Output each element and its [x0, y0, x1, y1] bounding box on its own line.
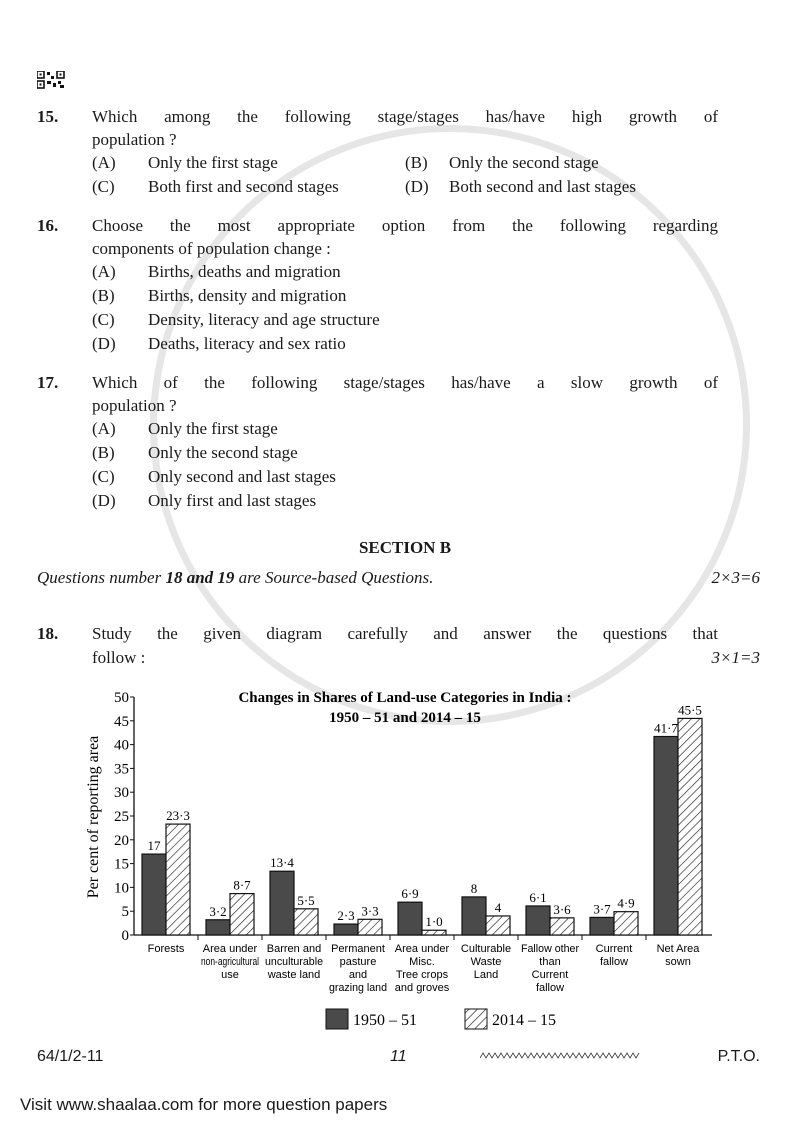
option-text: Births, density and migration — [148, 286, 347, 305]
legend-label-1950-51: 1950 – 51 — [353, 1012, 417, 1029]
bar-2014-15 — [550, 918, 574, 935]
bar-1950-51 — [270, 871, 294, 935]
option-letter: (B) — [92, 443, 115, 462]
category-label: use — [221, 969, 239, 981]
category-label: and — [348, 969, 368, 981]
question-number: 17. — [37, 373, 59, 392]
q18-number: 18. — [37, 624, 59, 643]
option-letter: (D) — [405, 177, 429, 196]
category-label: grazing land — [329, 982, 387, 994]
option-letter: (C) — [92, 310, 115, 329]
qr-code-icon — [37, 71, 65, 89]
option-text: Births, deaths and migration — [148, 262, 341, 281]
option-text: Deaths, literacy and sex ratio — [148, 334, 346, 353]
bar-value-label: 3·3 — [361, 903, 379, 919]
bar-1950-51 — [398, 902, 422, 935]
y-tick-label: 30 — [114, 785, 129, 802]
instruction-bold: 18 and 19 — [165, 568, 235, 587]
category-label: and groves — [394, 982, 450, 994]
category-label: Current — [595, 943, 633, 955]
option-letter: (B) — [405, 153, 428, 172]
y-tick-label: 15 — [114, 856, 129, 873]
q18-marks: 3×1=3 — [711, 648, 760, 667]
bar-value-label: 4 — [494, 899, 502, 915]
footer-code: 64/1/2-11 — [37, 1048, 104, 1065]
category-label: Barren and — [266, 943, 322, 955]
category-label: Area under — [202, 943, 258, 955]
question-text-line: Which among the following stage/stages has/have high growth of — [92, 107, 718, 126]
option-letter: (D) — [92, 334, 116, 353]
y-tick-label: 5 — [121, 904, 129, 921]
option-letter: (A) — [92, 419, 116, 438]
bar-2014-15 — [230, 894, 254, 935]
bar-2014-15 — [358, 919, 382, 935]
bar-2014-15 — [678, 718, 702, 935]
category-label: non-agricultural — [201, 956, 259, 968]
zigzag-line — [480, 1052, 640, 1060]
bar-2014-15 — [614, 912, 638, 935]
bar-1950-51 — [526, 906, 550, 935]
option-text: Only the second stage — [148, 443, 298, 462]
category-label: fallow — [599, 956, 629, 968]
instruction-post: are Source-based Questions. — [234, 568, 434, 587]
y-tick-label: 35 — [114, 761, 129, 778]
bar-2014-15 — [166, 824, 190, 935]
category-label: than — [539, 956, 561, 968]
bar-1950-51 — [654, 737, 678, 935]
y-axis-label: Per cent of reporting area — [85, 735, 102, 899]
question-text-line: Which of the following stage/stages has/have a slow growth of — [92, 373, 718, 392]
section-title: SECTION B — [358, 538, 452, 557]
option-text: Both first and second stages — [148, 177, 339, 196]
category-label: Culturable — [460, 943, 512, 955]
y-tick-label: 40 — [114, 737, 129, 754]
bar-2014-15 — [486, 916, 510, 935]
legend-label-2014-15: 2014 – 15 — [492, 1012, 556, 1029]
option-text: Only the first stage — [148, 153, 278, 172]
q18-line-1: Study the given diagram carefully and answer the questions that — [92, 624, 718, 643]
instruction-pre: Questions number — [37, 568, 166, 587]
legend-swatch-1950-51 — [326, 1009, 348, 1029]
bar-1950-51 — [590, 917, 614, 935]
bar-value-label: 23·3 — [166, 808, 190, 824]
category-label: waste land — [267, 969, 321, 981]
footer-pto: P.T.O. — [717, 1048, 760, 1065]
bar-value-label: 6·9 — [401, 886, 419, 902]
question-number: 15. — [37, 107, 59, 126]
category-label: Misc. — [409, 956, 435, 968]
q18-line-2: follow : — [92, 648, 146, 667]
category-label: pasture — [339, 956, 377, 968]
category-label: Land — [473, 969, 499, 981]
option-letter: (D) — [92, 491, 116, 510]
question-text-line: components of population change : — [92, 239, 331, 258]
land-use-bar-chart — [0, 680, 800, 1040]
chart-title-line-2: 1950 – 51 and 2014 – 15 — [329, 710, 481, 726]
bar-value-label: 5·5 — [297, 892, 315, 908]
category-label: fallow — [535, 982, 565, 994]
y-tick-label: 10 — [114, 880, 129, 897]
bar-value-label: 13·4 — [270, 855, 294, 871]
bar-1950-51 — [142, 854, 166, 935]
bar-value-label: 8 — [470, 880, 478, 896]
footer-page-number: 11 — [390, 1048, 407, 1065]
category-label: sown — [665, 956, 691, 968]
bar-1950-51 — [334, 924, 358, 935]
bar-value-label: 3·2 — [209, 903, 227, 919]
option-text: Both second and last stages — [449, 177, 636, 196]
option-text: Only first and last stages — [148, 491, 317, 510]
y-tick-label: 20 — [114, 832, 129, 849]
category-label: Forests — [147, 943, 185, 955]
question-text-line: population ? — [92, 396, 177, 415]
category-label: Tree crops — [395, 969, 449, 981]
section-instruction — [37, 568, 433, 588]
y-tick-label: 45 — [114, 713, 129, 730]
category-label: Current — [531, 969, 569, 981]
category-label: unculturable — [265, 956, 323, 968]
bar-value-label: 6·1 — [529, 889, 547, 905]
bar-2014-15 — [422, 930, 446, 935]
y-tick-label: 25 — [114, 809, 129, 825]
bar-1950-51 — [462, 897, 486, 935]
bar-value-label: 17 — [147, 838, 161, 854]
category-label: Fallow other — [521, 943, 580, 955]
y-tick-label: 50 — [114, 690, 129, 706]
option-letter: (A) — [92, 262, 116, 281]
bar-value-label: 3·7 — [593, 901, 611, 917]
category-label: Net Area — [656, 943, 700, 955]
category-label: Permanent — [331, 943, 385, 955]
option-text: Only second and last stages — [148, 467, 336, 486]
bar-2014-15 — [294, 909, 318, 935]
option-letter: (B) — [92, 286, 115, 305]
y-tick-label: 0 — [121, 928, 129, 944]
option-text: Only the second stage — [449, 153, 599, 172]
option-text: Only the first stage — [148, 419, 278, 438]
option-letter: (C) — [92, 467, 115, 486]
question-text-line: population ? — [92, 130, 177, 149]
bar-value-label: 2·3 — [337, 908, 355, 924]
category-label: Waste — [470, 956, 502, 968]
bar-value-label: 3·6 — [553, 901, 571, 917]
bar-value-label: 4·9 — [617, 895, 635, 911]
option-letter: (C) — [92, 177, 115, 196]
bar-1950-51 — [206, 920, 230, 935]
option-letter: (A) — [92, 153, 116, 172]
bar-value-label: 41·7 — [654, 720, 678, 736]
question-number: 16. — [37, 216, 59, 235]
option-text: Density, literacy and age structure — [148, 310, 380, 329]
category-label: Area under — [394, 943, 450, 955]
bar-value-label: 1·0 — [425, 914, 443, 930]
legend-swatch-2014-15 — [465, 1009, 487, 1029]
section-marks: 2×3=6 — [711, 568, 760, 587]
question-text-line: Choose the most appropriate option from the following regarding — [92, 216, 718, 235]
bar-value-label: 45·5 — [678, 702, 702, 718]
bar-value-label: 8·7 — [233, 877, 251, 893]
footer-visit-link[interactable]: Visit www.shaalaa.com for more question papers — [20, 1095, 388, 1114]
chart-title-line-1: Changes in Shares of Land-use Categories in India : — [238, 690, 572, 706]
